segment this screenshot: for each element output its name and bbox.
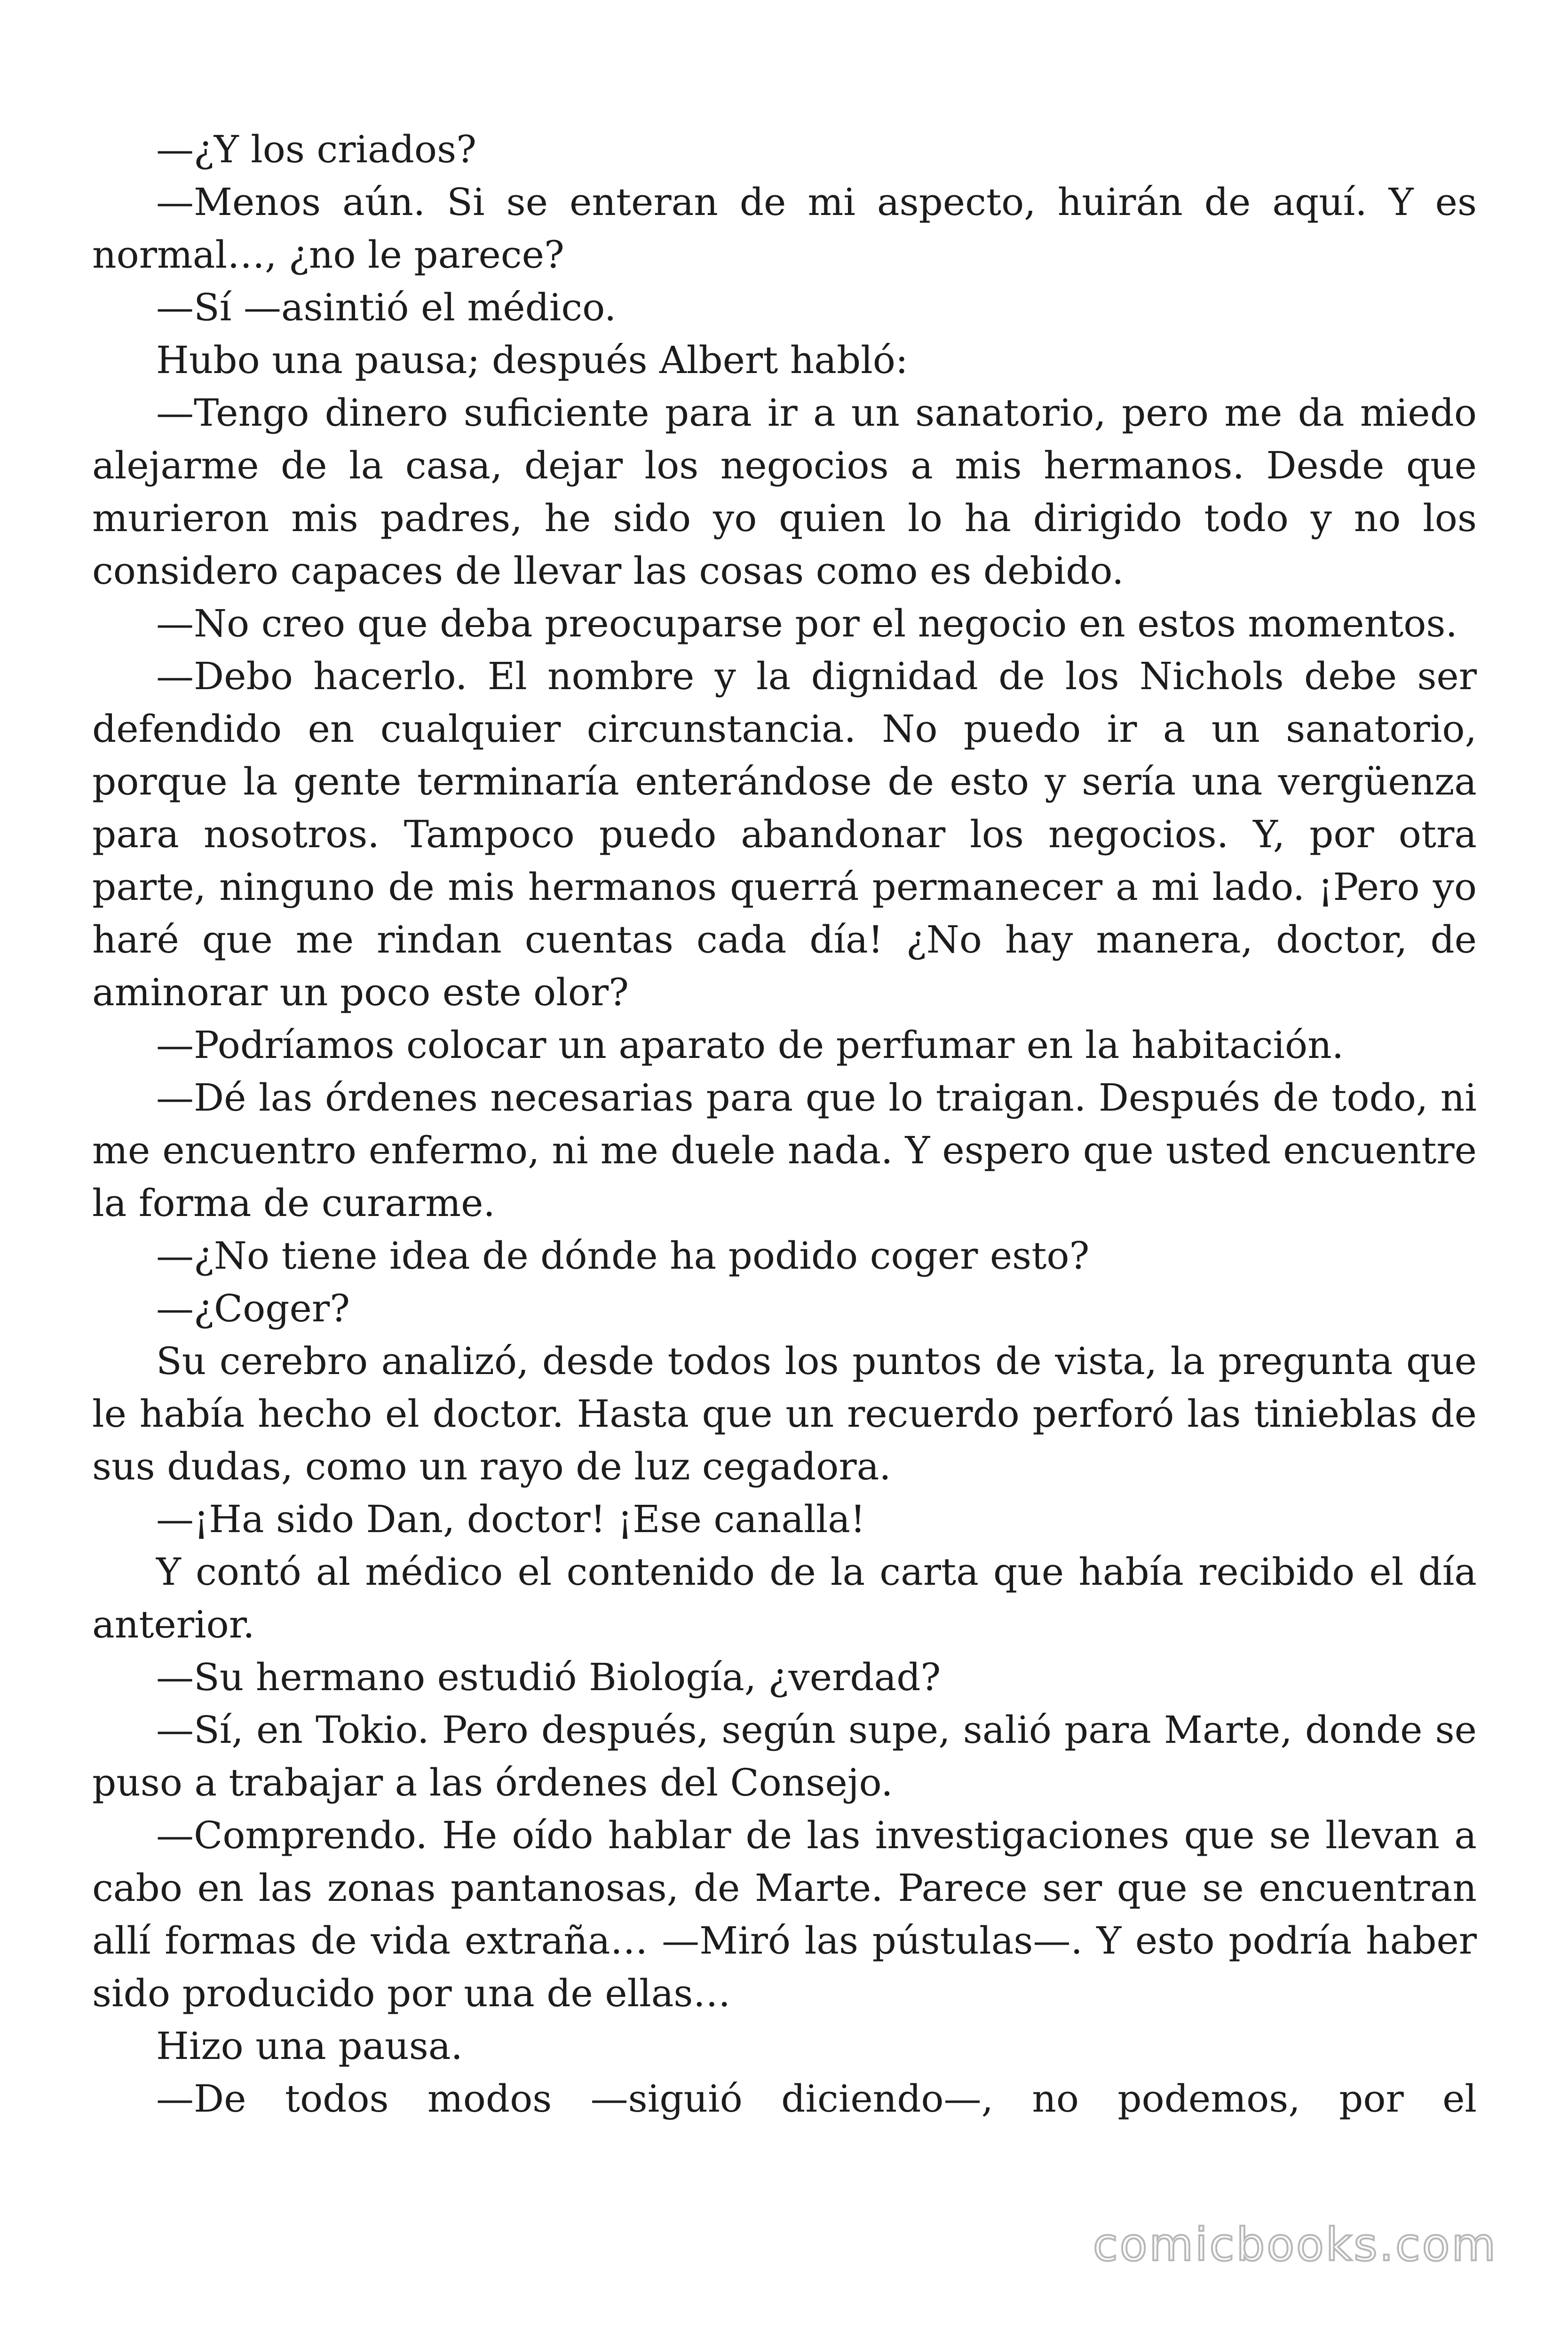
- paragraph-12: Su cerebro analizó, desde todos los puntos de vista, la pregunta que le había hecho el doctor. Hasta que un recuerdo perforó las tinieblas de sus dudas, como un rayo de luz cegadora.: [92, 1339, 1477, 1488]
- paragraph-19: —De todos modos —siguió diciendo—, no podemos, por el: [156, 2077, 1477, 2121]
- paragraph-1: —¿Y los criados?: [156, 127, 477, 171]
- paragraph-4: Hubo una pausa; después Albert habló:: [156, 338, 908, 382]
- paragraph-10: —¿No tiene idea de dónde ha podido coger esto?: [156, 1234, 1090, 1278]
- paragraph-8: —Podríamos colocar un aparato de perfumar en la habitación.: [156, 1023, 1344, 1067]
- paragraph-14: Y contó al médico el contenido de la carta que había recibido el día anterior.: [92, 1550, 1477, 1646]
- paragraph-5: —Tengo dinero suficiente para ir a un sanatorio, pero me da miedo alejarme de la casa, dejar los negocios a mis hermanos. Desde que murieron mis padres, he sido yo quien lo ha dirigido todo y no los considero capaces de llevar las cosas como es debido.: [92, 391, 1477, 593]
- paragraph-13: —¡Ha sido Dan, doctor! ¡Ese canalla!: [156, 1497, 866, 1541]
- paragraph-7: —Debo hacerlo. El nombre y la dignidad de los Nichols debe ser defendido en cualquier circunstancia. No puedo ir a un sanatorio, porque la gente terminaría enterándose de esto y sería una vergüenza para nosotros. Tampoco puedo abandonar los negocios. Y, por otra parte, ninguno de mis hermanos querrá permanecer a mi lado. ¡Pero yo haré que me rindan cuentas cada día! ¿No hay manera, doctor, de aminorar un poco este olor?: [92, 654, 1477, 1014]
- paragraph-11: —¿Coger?: [156, 1287, 350, 1330]
- paragraph-2: —Menos aún. Si se enteran de mi aspecto, huirán de aquí. Y es normal…, ¿no le parece?: [92, 180, 1477, 277]
- paragraph-18: Hizo una pausa.: [156, 2024, 463, 2068]
- book-page-text: [92, 123, 1477, 2125]
- paragraph-9: —Dé las órdenes necesarias para que lo traigan. Después de todo, ni me encuentro enfermo, ni me duele nada. Y espero que usted encuentre la forma de curarme.: [92, 1076, 1477, 1225]
- paragraph-17: —Comprendo. He oído hablar de las investigaciones que se llevan a cabo en las zonas pantanosas, de Marte. Parece ser que se encuentran allí formas de vida extraña… —Miró las pústulas—. Y esto podría haber sido producido por una de ellas…: [92, 1813, 1477, 2015]
- paragraph-15: —Su hermano estudió Biología, ¿verdad?: [156, 1655, 941, 1699]
- paragraph-3: —Sí —asintió el médico.: [156, 286, 617, 329]
- paragraph-16: —Sí, en Tokio. Pero después, según supe, salió para Marte, donde se puso a trabajar a las órdenes del Consejo.: [92, 1708, 1477, 1804]
- paragraph-6: —No creo que deba preocuparse por el negocio en estos momentos.: [156, 602, 1457, 645]
- watermark: comicbooks.com: [1093, 2218, 1497, 2271]
